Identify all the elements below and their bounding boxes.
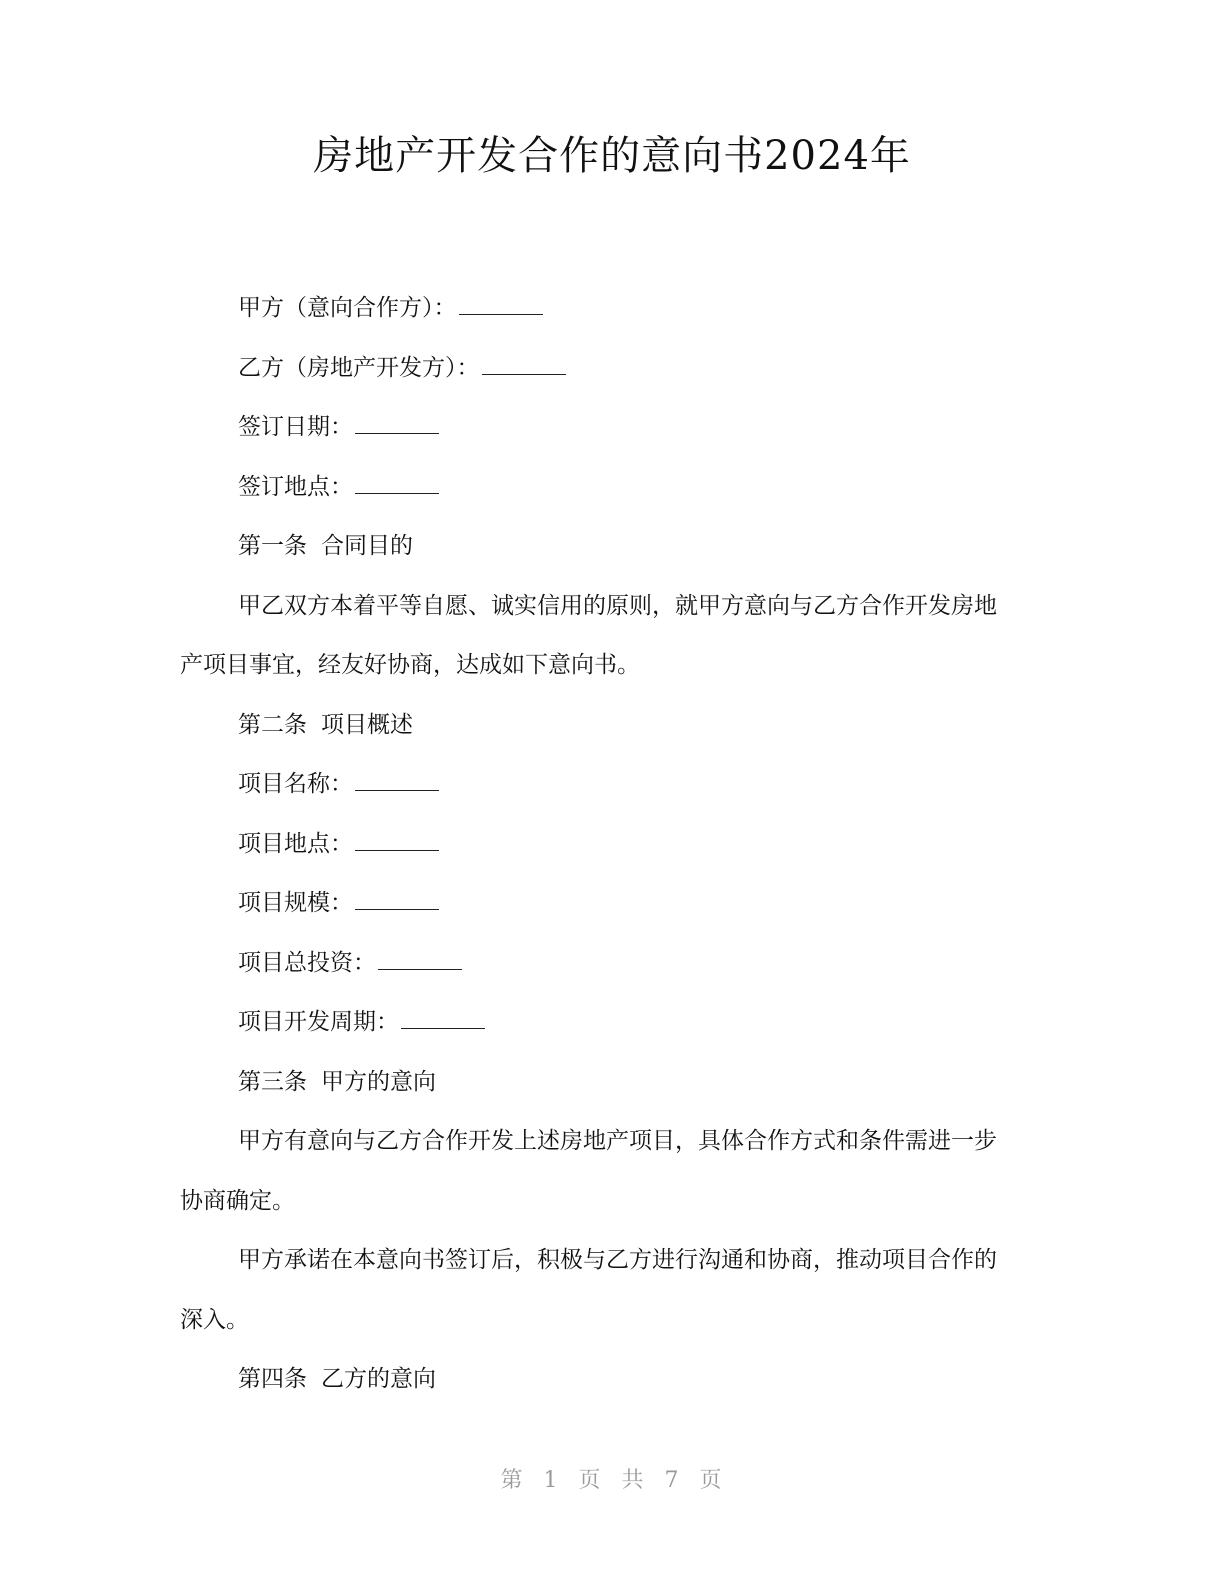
project-investment-field: [180, 934, 1025, 994]
project-investment-label: 项目总投资：: [238, 949, 376, 976]
sign-place-field: [180, 458, 1025, 518]
page-indicator: 第 1 页 共 7 页: [500, 1468, 724, 1493]
article-4-number: 第四条: [238, 1366, 307, 1392]
project-location-blank: [355, 830, 439, 851]
party-b-field: [180, 339, 1025, 399]
document-title: 房地产开发合作的意向书2024年: [313, 133, 911, 179]
project-period-label: 项目开发周期：: [238, 1009, 399, 1035]
project-scale-blank: [355, 889, 439, 910]
article-4-heading: [180, 1350, 1025, 1410]
article-3-paragraph-line: 甲方有意向与乙方合作开发上述房地产项目，具体合作方式和条件需进一步: [238, 1128, 997, 1154]
article-3-paragraph-line: 深入。: [180, 1306, 249, 1333]
article-3-number: 第三条: [238, 1068, 307, 1095]
article-3-paragraph-line: 甲方承诺在本意向书签订后，积极与乙方进行沟通和协商，推动项目合作的: [238, 1247, 997, 1273]
article-1-paragraph-line: 甲乙双方本着平等自愿、诚实信用的原则，就甲方意向与乙方合作开发房地: [238, 592, 997, 619]
article-1-title: 合同目的: [321, 533, 413, 559]
project-location-field: [180, 815, 1025, 875]
article-1-number: 第一条: [238, 533, 307, 559]
project-scale-field: [180, 874, 1025, 934]
party-b-blank: [482, 354, 566, 375]
project-location-label: 项目地点：: [238, 830, 353, 857]
article-3-paragraph-line: 协商确定。: [180, 1187, 295, 1214]
project-name-label: 项目名称：: [238, 771, 353, 797]
sign-place-label: 签订地点：: [238, 473, 353, 500]
project-investment-blank: [378, 949, 462, 970]
project-name-blank: [355, 770, 439, 791]
project-period-blank: [401, 1008, 485, 1029]
project-period-field: [180, 993, 1025, 1053]
document-body: [180, 279, 1025, 1410]
article-2-number: 第二条: [238, 711, 307, 738]
party-a-blank: [459, 294, 543, 315]
article-2-heading: [180, 696, 1025, 756]
sign-date-blank: [355, 413, 439, 434]
party-a-field: [180, 279, 1025, 339]
article-1-heading: [180, 517, 1025, 577]
sign-date-field: [180, 398, 1025, 458]
article-3-heading: [180, 1053, 1025, 1113]
article-1-paragraph-line: 产项目事宜，经友好协商，达成如下意向书。: [180, 652, 640, 678]
article-2-title: 项目概述: [321, 711, 413, 738]
article-3-title: 甲方的意向: [321, 1068, 436, 1095]
article-4-title: 乙方的意向: [321, 1366, 436, 1392]
party-b-label: 乙方（房地产开发方）：: [238, 354, 480, 381]
sign-date-label: 签订日期：: [238, 414, 353, 440]
project-name-field: [180, 755, 1025, 815]
project-scale-label: 项目规模：: [238, 890, 353, 916]
party-a-label: 甲方（意向合作方）：: [238, 295, 457, 321]
sign-place-blank: [355, 473, 439, 494]
